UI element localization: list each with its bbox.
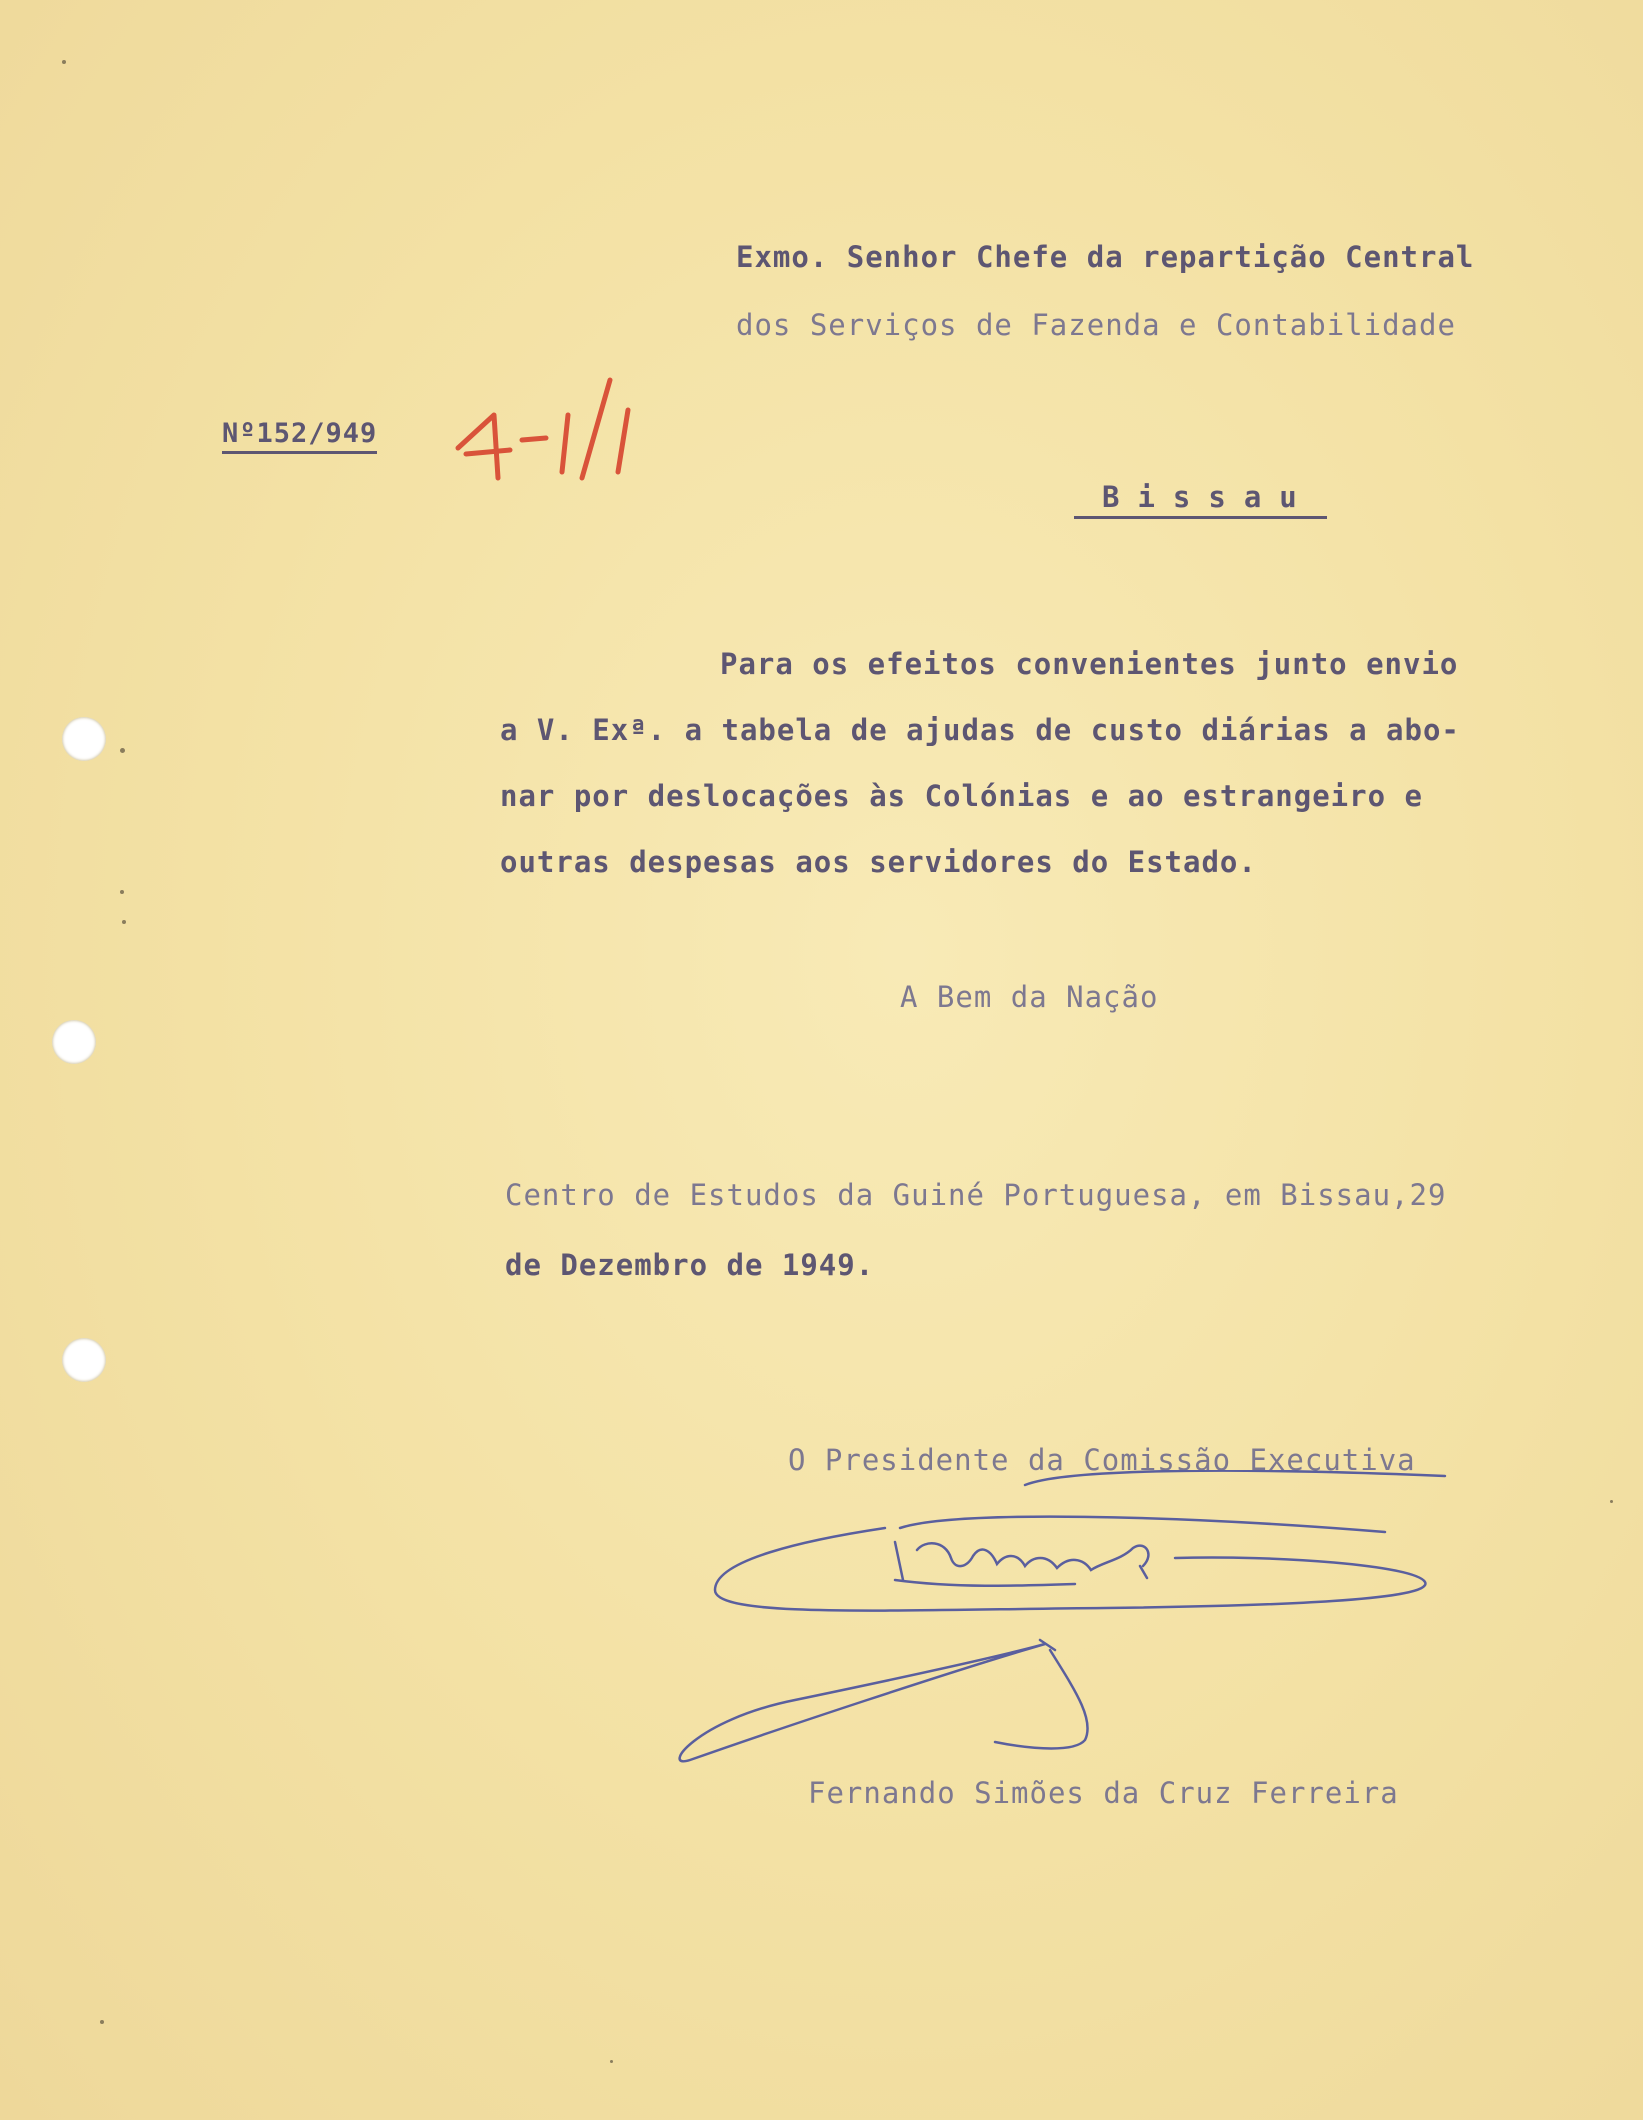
paper-speck bbox=[120, 748, 125, 753]
closing-salutation: A Bem da Nação bbox=[900, 980, 1159, 1014]
reference-number: Nº152/949 bbox=[222, 418, 377, 454]
signatory-title: O Presidente da Comissão Executiva bbox=[788, 1443, 1416, 1477]
body-line: outras despesas aos servidores do Estado. bbox=[500, 845, 1257, 879]
paper-speck bbox=[1610, 1500, 1613, 1503]
punch-hole bbox=[62, 1338, 106, 1382]
city-heading: Bissau bbox=[1074, 480, 1327, 519]
paper-speck bbox=[100, 2020, 104, 2024]
paper-speck bbox=[120, 890, 124, 894]
addressee-line-2: dos Serviços de Fazenda e Contabilidade bbox=[736, 308, 1456, 342]
signatory-name: Fernando Simões da Cruz Ferreira bbox=[808, 1776, 1399, 1810]
handwritten-signature bbox=[655, 1470, 1455, 1770]
paper-speck bbox=[62, 60, 66, 64]
punch-hole bbox=[52, 1020, 96, 1064]
body-line: Para os efeitos convenientes junto envio bbox=[720, 647, 1459, 681]
body-line: nar por deslocações às Colónias e ao estrangeiro e bbox=[500, 779, 1423, 813]
body-line: a V. Exª. a tabela de ajudas de custo diárias a abo- bbox=[500, 713, 1460, 747]
paper-speck bbox=[122, 920, 126, 924]
place-date-line-1: Centro de Estudos da Guiné Portuguesa, em Bissau,29 bbox=[505, 1178, 1447, 1212]
handwritten-annotation bbox=[450, 360, 660, 500]
place-date-line-2: de Dezembro de 1949. bbox=[505, 1248, 875, 1282]
paper-speck bbox=[610, 2060, 613, 2063]
addressee-line-1: Exmo. Senhor Chefe da repartição Central bbox=[736, 240, 1475, 274]
punch-hole bbox=[62, 717, 106, 761]
